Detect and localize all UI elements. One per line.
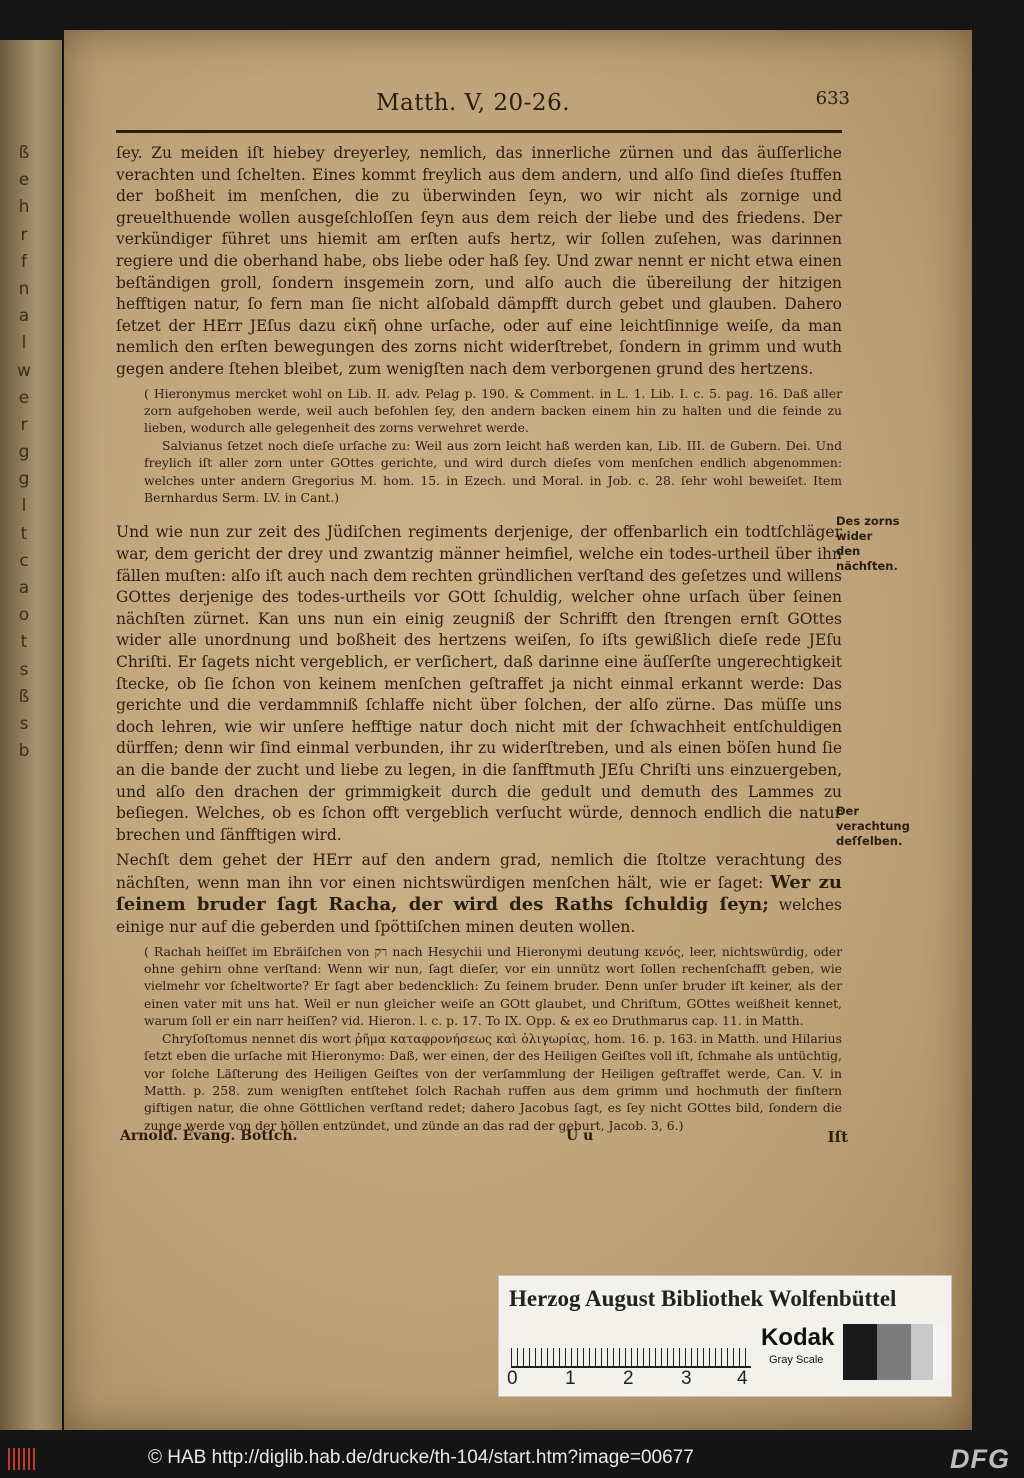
- previous-page-letter: l: [21, 496, 27, 517]
- footer-signature: U u: [566, 1128, 594, 1144]
- previous-page-letter: l: [21, 333, 27, 354]
- running-head-title: Matth. V, 20-26.: [376, 90, 571, 116]
- library-name: Herzog August Bibliothek Wolfenbüttel: [509, 1286, 897, 1311]
- previous-page-letter: r: [20, 224, 28, 245]
- margin-note-2: Der verachtung deſſelben.: [836, 804, 910, 848]
- previous-page-letter: t: [20, 632, 28, 653]
- running-head: [116, 86, 850, 128]
- previous-page-letter: ß: [18, 143, 30, 163]
- previous-page-letter: g: [18, 469, 30, 490]
- previous-page-letter: a: [18, 578, 30, 598]
- page-content: [116, 86, 850, 1134]
- previous-page-letter: t: [20, 523, 28, 544]
- color-calibration-card: [498, 1275, 952, 1397]
- paragraph-3-quote: Wer zu ſeinem bruder ſagt Racha, der wird des Raths ſchuldig ſeyn;: [116, 871, 842, 916]
- copyright-url[interactable]: © HAB http://diglib.hab.de/drucke/th-104/start.htm?image=00677: [148, 1447, 694, 1468]
- ruler-numbers: [505, 1368, 765, 1392]
- scale-ruler: [511, 1326, 751, 1368]
- ruler-number-4: 4: [737, 1368, 748, 1389]
- previous-page-letter: a: [18, 306, 30, 327]
- footnote-1b: Salvianus ſetzet noch dieſe urſache zu: Weil aus zorn leicht haß werden kan, Lib. III. de Gubern. Dei. Und freylich iſt aller zorn unter GOttes gerichte, und wird durch dieſes vom menſchen endlich abgenommen: welches unter andern Gregorius M. hom. 15. in Ezech. und Moral. in Job. c. 28. ſehr wohl beweiſet. Item Bernhardus Serm. LV. in Cant.): [144, 437, 842, 505]
- previous-page-letter: h: [18, 197, 30, 218]
- book-page: [64, 30, 972, 1430]
- footnote-2b: Chryſoſtomus nennet dis wort ῥῆμα καταφρονήσεως καὶ ὀλιγωρίας, hom. 16. p. 163. in Matth. und Hilarius ſetzt eben die urſache mit Hieronymo: Daß, wer einen, der des Heiligen Geiſtes voll iſt, ſchmahe als untüchtig, vor ſolche Läſterung des Heiligen Geiſtes von der verſammlung der Heiligen geſtraffet werde, Can. V. in Matth. p. 258. zum wenigſten entſtehet ſolch Rachah ruffen aus dem grimm und hochmuth der finſtern giftigen natur, die ohne Göttlichen verſtand redet; dahero Jacobus ſagt, es ſey nicht GOttes bild, ſondern die zunge werde von der höllen entzündet, und zünde an das rad der geburt, Jacob. 3, 6.): [144, 1030, 842, 1133]
- previous-page-letter: b: [18, 741, 30, 762]
- previous-page-letter: o: [18, 605, 30, 626]
- swatch-black: [843, 1324, 877, 1380]
- ruler-number-0: 0: [507, 1368, 518, 1389]
- paragraph-3: [116, 850, 842, 938]
- footnote-1a: ( Hieronymus mercket wohl on Lib. II. adv. Pelag p. 190. & Comment. in L. 1. Lib. I. c. 5. pag. 16. Daß aller zorn aufgehoben werde, weil auch befohlen ſey, den andern backen einem hin zu halten und die feinde zu lieben, wodurch alle gelegenheit des zorns verwehret werde.: [144, 385, 842, 436]
- dfg-logo: DFG: [950, 1444, 1010, 1474]
- previous-page-letter: f: [21, 251, 27, 272]
- previous-page-letter: c: [19, 550, 29, 571]
- page-footer: [116, 1128, 848, 1152]
- gray-scale-label: Gray Scale: [769, 1354, 824, 1366]
- paragraph-1: ſey. Zu meiden iſt hiebey dreyerley, nemlich, das innerliche zürnen und das äuſſerliche verachten und ſchelten. Eines kommt freylich aus dem andern, und alſo ſind dieſes ſtuffen der boßheit im menſchen, die zu überwinden ſeyn, wo wir nicht als zornige und greuelthuende wollen ausgeſchloſſen ſeyn aus dem reich der liebe und des friedens. Der verkündiger führet uns hiemit am erſten aufs hertz, wir ſollen zuſehen, was darinnen regiere und die oberhand habe, obs liebe oder haß ſey. Und zwar nennt er nicht etwa einen beſtändigen groll, ſondern insgemein zorn, und alſo auch die übereilung der hitzigen hefftigen natur, ſo fern man ſie nicht alſobald dämpfft durch gebet und glauben. Dahero ſetzet der HErr JEſus dazu εἰκῆ ohne urſache, oder auf eine leichtſinnige weiſe, da man nemlich den erſten bewegungen des zorns nicht widerſtrebet, ſondern in grimm und wuth gegen andere ſtehen bleibet, zum wenigſten nach dem verborgenen grund des hertzens.: [116, 144, 842, 378]
- previous-page-letter: r: [20, 414, 28, 435]
- page-number: 633: [815, 88, 850, 109]
- previous-page-letter: g: [18, 442, 30, 463]
- footer-catchword: Iſt: [827, 1128, 848, 1146]
- bottom-bar: [0, 1440, 1024, 1478]
- previous-page-letter: s: [19, 713, 29, 734]
- previous-page-letter: e: [18, 170, 30, 191]
- footnote-2a: ( Rachah heiſſet im Ebräiſchen von רק nach Hesychii und Hieronymi deutung κενός, leer, nichtswürdig, oder ohne gehirn ohne verſtand: Wenn wir nun, ſagt dieſer, vor ein unnütz wort ſollen rechenſchafft geben, wie vielmehr vor ſcheltworte? Er ſagt aber bedencklich: Zu ſeinem bruder. Denn unſer bruder iſt keiner, als der einen vater mit uns hat. Weil er nun gleicher weiſe an GOtt glaubet, und Chriſtum, GOttes weißheit kennet, warum ſoll er ein narr heiſſen? vid. Hieron. l. c. p. 17. To IX. Opp. & ex eo Druthmarus cap. 11. in Matth.: [144, 943, 843, 1029]
- barcode-icon: [8, 1448, 38, 1470]
- swatch-dark-gray: [877, 1324, 911, 1380]
- kodak-logo: Kodak: [761, 1324, 835, 1351]
- previous-page-letter: w: [17, 360, 31, 381]
- footer-book-title: Arnold. Evang. Botſch.: [120, 1128, 298, 1144]
- previous-page-margin-letters: [6, 140, 42, 940]
- ruler-number-1: 1: [565, 1368, 576, 1389]
- previous-page-edge: [0, 40, 62, 1430]
- header-rule: [116, 130, 842, 133]
- ruler-number-2: 2: [623, 1368, 634, 1389]
- previous-page-letter: s: [19, 659, 29, 680]
- paragraph-3-start: Nechſt dem gehet der HErr auf den andern grad, nemlich die ſtoltze verachtung des nächſten, wenn man ihn vor einen nichtswürdigen menſchen hält, wie er ſaget:: [116, 851, 842, 892]
- margin-note-1: Des zorns wider den nächſten.: [836, 514, 900, 573]
- previous-page-letter: n: [18, 278, 30, 299]
- swatch-white: [933, 1324, 945, 1380]
- ruler-number-3: 3: [681, 1368, 692, 1389]
- previous-page-letter: e: [18, 387, 30, 408]
- paragraph-3-end: welches einige nur auf die geberden und ſpöttiſchen minen deuten wollen.: [116, 896, 842, 937]
- swatch-light-gray: [911, 1324, 933, 1380]
- paragraph-2: Und wie nun zur zeit des Jüdiſchen regiments derjenige, der offenbarlich ein todtſchläger war, dem gericht der drey und zwantzig männer heimfiel, welche ein todes-urtheil über ihn fällen muſten: alſo iſt auch nach dem rechten gründlichen verſtand des geſetzes und willens GOttes derjenige des todes-urtheils vor GOtt ſchuldig, welcher ohne urſach über ſeinen nächſten zürnet. Kan uns nun ein einig zeugniß der Schrifft den ſtrengen ernſt GOttes wider alle unordnung und boßheit des hertzens weiſen, ſo iſts gewißlich dieſe rede JEſu Chriſti. Er ſagets nicht vergeblich, er verſichert, daß darinne eine äuſſerſte ungerechtigkeit ſtecke, ob ſie ſchon von keinem menſchen geſtraffet ja nicht einmal erkannt werde: Das gerichte und die verdammniß ſchlaffe nicht über ſolchen, der alſo zürne. Das müſſe uns doch lehren, wie wir unſere hefftige natur doch nicht mit der ſchwachheit entſchuldigen dürffen; denn wir ſind einmal verbunden, ihr zu widerſtreben, und als einen böſen hund ſie an die bande der zucht und liebe zu legen, in die ſanfftmuth JEſu Chriſti uns einzuergeben, und alſo den drachen der grimmigkeit durch die gedult und demuth des Lammes zu beſiegen. Welches, ob es ſchon offt vergeblich verſucht würde, dennoch endlich die natur brechen und ſänfftigen wird.: [116, 523, 842, 844]
- previous-page-letter: ß: [18, 686, 30, 707]
